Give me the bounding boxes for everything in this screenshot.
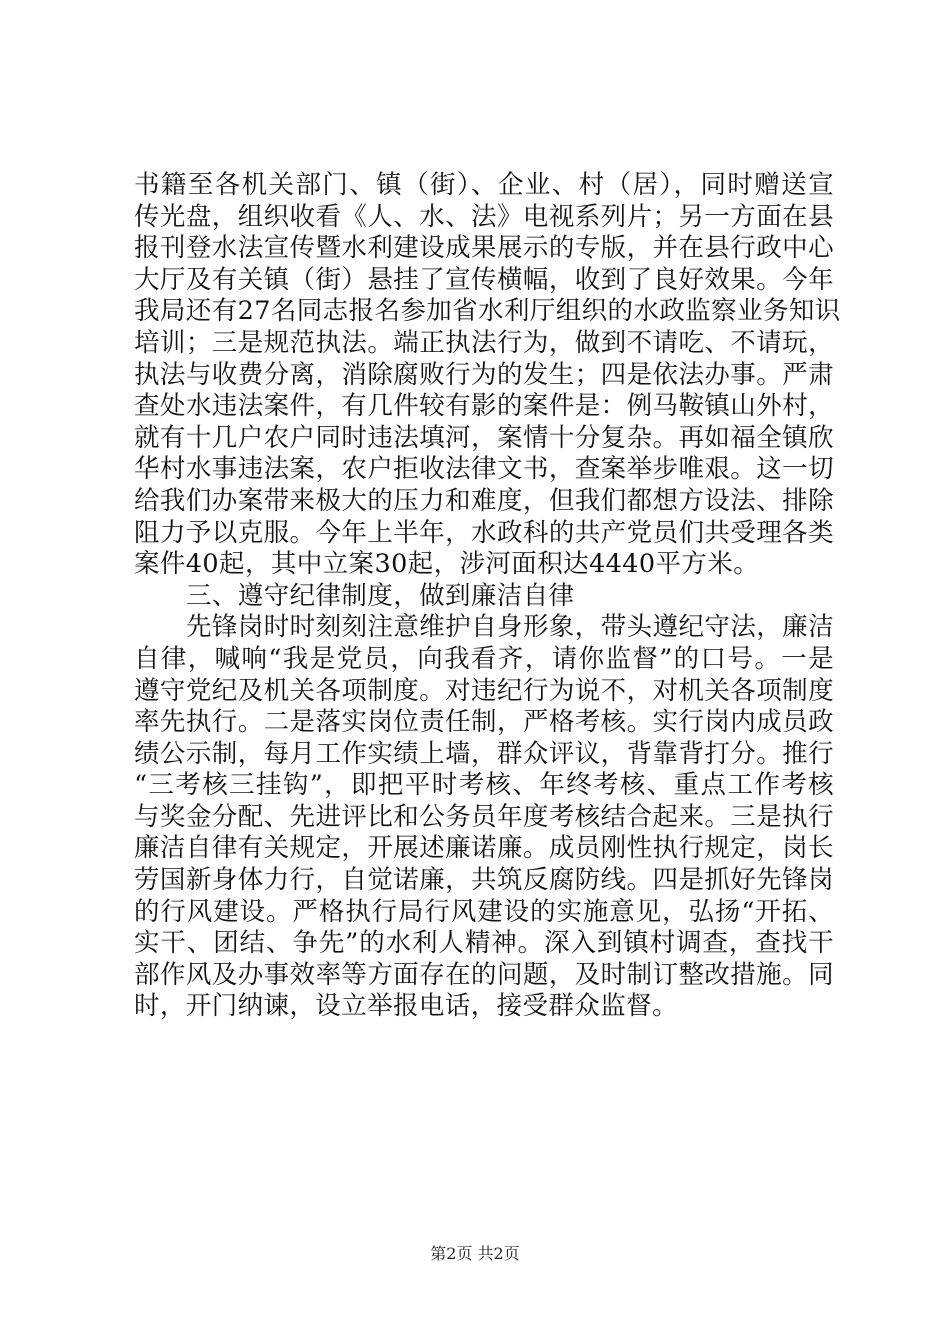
text-line: 廉洁自律有关规定，开展述廉诺廉。成员刚性执行规定，岗长: [134, 833, 834, 864]
text-line: 劳国新身体力行，自觉诺廉，共筑反腐防线。四是抓好先锋岗: [134, 865, 834, 896]
text-line: 与奖金分配、先进评比和公务员年度考核结合起来。三是执行: [134, 801, 834, 832]
text-line: 部作风及办事效率等方面存在的问题，及时制订整改措施。同: [134, 959, 834, 990]
text-line: 案件40起，其中立案30起，涉河面积达4440平方米。: [134, 549, 760, 580]
text-line: 阻力予以克服。今年上半年，水政科的共产党员们共受理各类: [134, 517, 834, 548]
text-line: 遵守党纪及机关各项制度。对违纪行为说不，对机关各项制度: [134, 675, 834, 706]
text-line: 书籍至各机关部门、镇（街）、企业、村（居），同时赠送宣: [134, 170, 834, 200]
section-heading: 三、遵守纪律制度，做到廉洁自律: [186, 580, 575, 611]
text-line: 查处水违法案件，有几件较有影的案件是：例马鞍镇山外村，: [134, 391, 834, 422]
text-line: 执法与收费分离，消除腐败行为的发生；四是依法办事。严肃: [134, 359, 834, 390]
text-line: 给我们办案带来极大的压力和难度，但我们都想方设法、排除: [134, 485, 834, 516]
text-line: 先锋岗时时刻刻注意维护自身形象，带头遵纪守法，廉洁: [186, 612, 834, 643]
text-line: 报刊登水法宣传暨水利建设成果展示的专版，并在县行政中心: [134, 233, 834, 264]
text-line: 传光盘，组织收看《人、水、法》电视系列片；另一方面在县: [134, 201, 834, 232]
text-line: 培训；三是规范执法。端正执法行为，做到不请吃、不请玩，: [134, 327, 834, 358]
text-line: 时，开门纳谏，设立举报电话，接受群众监督。: [134, 991, 678, 1022]
text-line: “三考核三挂钩”，即把平时考核、年终考核、重点工作考核: [134, 770, 834, 801]
page-number: 第2页 共2页: [430, 1244, 520, 1263]
text-line: 绩公示制，每月工作实绩上墙，群众评议，背靠背打分。推行: [134, 738, 834, 769]
text-line: 我局还有27名同志报名参加省水利厅组织的水政监察业务知识: [134, 296, 841, 327]
text-line: 的行风建设。严格执行局行风建设的实施意见，弘扬“开拓、: [134, 896, 834, 927]
text-line: 自律，喊响“我是党员，向我看齐，请你监督”的口号。一是: [134, 643, 834, 674]
body-text: [134, 170, 841, 1023]
text-line: 实干、团结、争先”的水利人精神。深入到镇村调查，查找干: [134, 928, 834, 959]
text-line: 就有十几户农户同时违法填河，案情十分复杂。再如福全镇欣: [134, 422, 834, 453]
text-line: 率先执行。二是落实岗位责任制，严格考核。实行岗内成员政: [134, 707, 834, 738]
text-line: 华村水事违法案，农户拒收法律文书，查案举步唯艰。这一切: [134, 454, 834, 485]
text-line: 大厅及有关镇（街）悬挂了宣传横幅，收到了良好效果。今年: [134, 264, 834, 295]
